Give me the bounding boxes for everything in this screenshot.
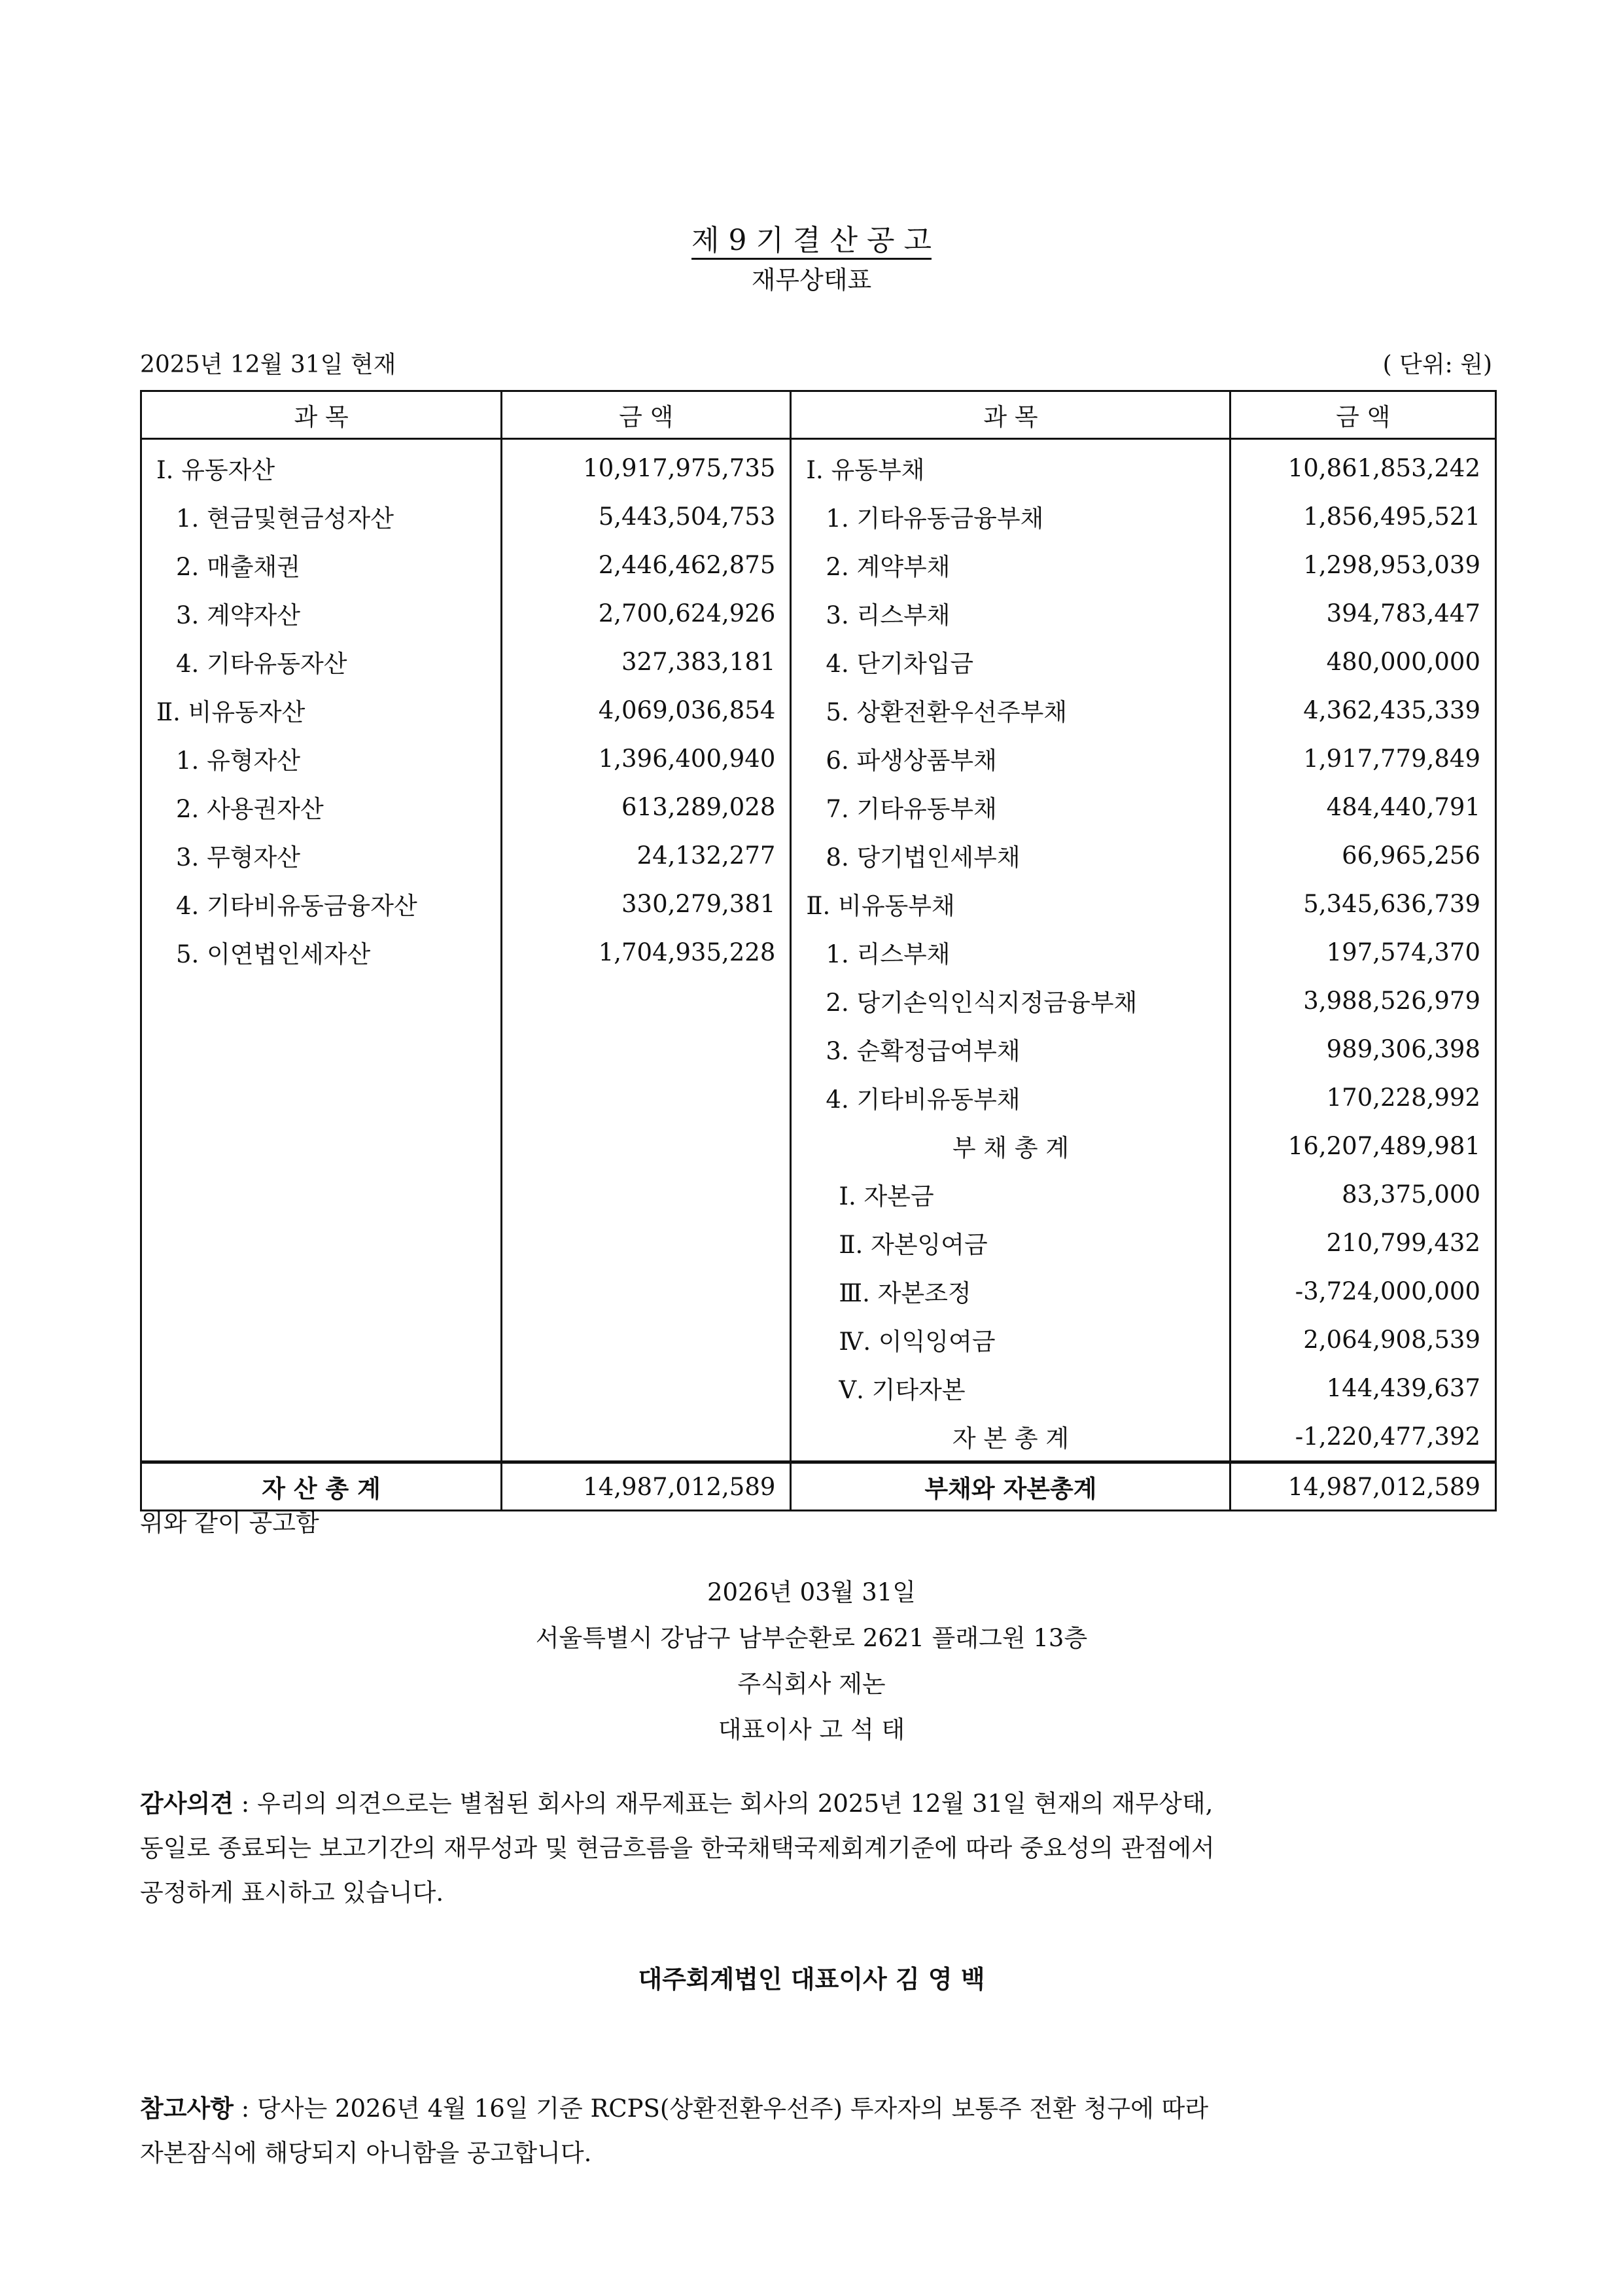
table-row	[141, 439, 1496, 493]
liability-item: 7. 기타유동부채	[791, 783, 1230, 831]
audit-line: 동일로 종료되는 보고기간의 재무성과 및 현금흐름을 한국채택국제회계기준에 따라 중요성의 관점에서	[140, 1834, 1215, 1862]
asset-amount: 4,069,036,854	[502, 686, 791, 734]
table-row	[141, 1170, 1496, 1218]
audit-opinion	[140, 1781, 1501, 1915]
equity-subtotal-label: 자 본 총 계	[791, 1412, 1230, 1462]
liability-amount: 480,000,000	[1230, 637, 1496, 686]
asset-item	[141, 976, 502, 1025]
auditor-signature: 대주회계법인 대표이사 김 영 백	[638, 1964, 985, 1994]
header-liability-amount: 금 액	[1230, 391, 1496, 439]
equity-item: Ⅲ. 자본조정	[791, 1267, 1230, 1315]
equity-amount: 144,439,637	[1230, 1364, 1496, 1412]
balance-sheet-table	[140, 390, 1497, 1511]
note-line: 자본잠식에 해당되지 아니함을 공고합니다.	[140, 2139, 592, 2167]
asset-item: 4. 기타유동자산	[141, 637, 502, 686]
liability-item: 5. 상환전환우선주부채	[791, 686, 1230, 734]
equity-item: Ⅰ. 자본금	[791, 1170, 1230, 1218]
equity-amount: -3,724,000,000	[1230, 1267, 1496, 1315]
liability-subtotal-amount: 16,207,489,981	[1230, 1122, 1496, 1170]
asset-item: 2. 매출채권	[141, 540, 502, 589]
table-row	[141, 1412, 1496, 1462]
note-label: 참고사항	[140, 2094, 234, 2123]
liability-amount: 394,783,447	[1230, 589, 1496, 637]
table-row	[141, 1267, 1496, 1315]
liability-item: 3. 순확정급여부채	[791, 1025, 1230, 1073]
table-row	[141, 686, 1496, 734]
asset-amount: 330,279,381	[502, 879, 791, 928]
asset-amount	[502, 1025, 791, 1073]
asset-amount: 2,446,462,875	[502, 540, 791, 589]
header-liability-item: 과 목	[791, 391, 1230, 439]
document-subtitle: 재무상태표	[751, 266, 872, 294]
table-row	[141, 1025, 1496, 1073]
reference-note	[140, 2086, 1501, 2176]
asset-item	[141, 1122, 502, 1170]
header-asset-amount: 금 액	[502, 391, 791, 439]
asset-amount	[502, 1412, 791, 1462]
audit-line: 공정하게 표시하고 있습니다.	[140, 1879, 444, 1907]
asset-item: Ⅰ. 유동자산	[141, 439, 502, 493]
liability-amount: 989,306,398	[1230, 1025, 1496, 1073]
asset-item: 3. 무형자산	[141, 831, 502, 879]
liability-item: 3. 리스부채	[791, 589, 1230, 637]
ceo-name: 대표이사 고 석 태	[718, 1716, 905, 1744]
asset-amount: 327,383,181	[502, 637, 791, 686]
table-row	[141, 637, 1496, 686]
liability-amount: 66,965,256	[1230, 831, 1496, 879]
liability-amount: 10,861,853,242	[1230, 439, 1496, 493]
asset-item: 1. 유형자산	[141, 734, 502, 783]
announce-text: 위와 같이 공고함	[140, 1509, 319, 1537]
equity-amount: 210,799,432	[1230, 1218, 1496, 1267]
asset-item: 3. 계약자산	[141, 589, 502, 637]
asset-amount	[502, 1267, 791, 1315]
asset-item	[141, 1364, 502, 1412]
unit-label: ( 단위: 원)	[1382, 351, 1492, 378]
asset-item: 4. 기타비유동금융자산	[141, 879, 502, 928]
table-row	[141, 879, 1496, 928]
equity-item: Ⅳ. 이익잉여금	[791, 1315, 1230, 1364]
asset-item: 5. 이연법인세자산	[141, 928, 502, 976]
liability-amount: 1,856,495,521	[1230, 492, 1496, 540]
asset-amount: 24,132,277	[502, 831, 791, 879]
total-liabilities-equity-label: 부채와 자본총계	[791, 1462, 1230, 1511]
table-row	[141, 734, 1496, 783]
liability-item: 2. 당기손익인식지정금융부채	[791, 976, 1230, 1025]
asset-item	[141, 1025, 502, 1073]
table-total-row	[141, 1462, 1496, 1511]
statement-date: 2025년 12월 31일 현재	[140, 351, 396, 378]
table-row	[141, 492, 1496, 540]
asset-amount: 10,917,975,735	[502, 439, 791, 493]
liability-item: 8. 당기법인세부채	[791, 831, 1230, 879]
announce-date: 2026년 03월 31일	[707, 1578, 916, 1606]
asset-item	[141, 1267, 502, 1315]
liability-amount: 484,440,791	[1230, 783, 1496, 831]
liability-amount: 5,345,636,739	[1230, 879, 1496, 928]
document-title: 제 9 기 결 산 공 고	[691, 224, 932, 257]
equity-subtotal-amount: -1,220,477,392	[1230, 1412, 1496, 1462]
asset-amount	[502, 976, 791, 1025]
liability-item: 6. 파생상품부채	[791, 734, 1230, 783]
table-header-row	[141, 391, 1496, 439]
note-line: 참고사항 : 당사는 2026년 4월 16일 기준 RCPS(상환전환우선주) 투자자의 보통주 전환 청구에 따라	[140, 2094, 1209, 2123]
asset-amount	[502, 1364, 791, 1412]
company-name: 주식회사 제논	[737, 1670, 886, 1698]
asset-amount	[502, 1122, 791, 1170]
liability-amount: 1,298,953,039	[1230, 540, 1496, 589]
asset-amount: 1,704,935,228	[502, 928, 791, 976]
table-row	[141, 976, 1496, 1025]
audit-label: 감사의견	[140, 1789, 234, 1818]
equity-item: Ⅴ. 기타자본	[791, 1364, 1230, 1412]
liability-item: Ⅰ. 유동부채	[791, 439, 1230, 493]
table-row	[141, 1073, 1496, 1122]
liability-item: Ⅱ. 비유동부채	[791, 879, 1230, 928]
equity-amount: 83,375,000	[1230, 1170, 1496, 1218]
asset-amount: 5,443,504,753	[502, 492, 791, 540]
table-row	[141, 1218, 1496, 1267]
header-asset-item: 과 목	[141, 391, 502, 439]
total-assets-amount: 14,987,012,589	[502, 1462, 791, 1511]
asset-amount	[502, 1218, 791, 1267]
liability-item: 1. 기타유동금융부채	[791, 492, 1230, 540]
table-row	[141, 1315, 1496, 1364]
liability-amount: 170,228,992	[1230, 1073, 1496, 1122]
table-row	[141, 540, 1496, 589]
asset-item	[141, 1170, 502, 1218]
table-row	[141, 1122, 1496, 1170]
liability-amount: 3,988,526,979	[1230, 976, 1496, 1025]
asset-amount: 1,396,400,940	[502, 734, 791, 783]
liability-item: 1. 리스부채	[791, 928, 1230, 976]
asset-item	[141, 1073, 502, 1122]
liability-item: 4. 단기차입금	[791, 637, 1230, 686]
liability-amount: 1,917,779,849	[1230, 734, 1496, 783]
table-row	[141, 783, 1496, 831]
asset-item	[141, 1218, 502, 1267]
company-address: 서울특별시 강남구 남부순환로 2621 플래그원 13층	[535, 1624, 1088, 1652]
total-assets-label: 자 산 총 계	[141, 1462, 502, 1511]
table-row	[141, 1364, 1496, 1412]
liability-item: 4. 기타비유동부채	[791, 1073, 1230, 1122]
liability-amount: 4,362,435,339	[1230, 686, 1496, 734]
total-liabilities-equity-amount: 14,987,012,589	[1230, 1462, 1496, 1511]
asset-item	[141, 1315, 502, 1364]
table-row	[141, 589, 1496, 637]
asset-amount	[502, 1315, 791, 1364]
equity-item: Ⅱ. 자본잉여금	[791, 1218, 1230, 1267]
asset-item	[141, 1412, 502, 1462]
liability-item: 2. 계약부채	[791, 540, 1230, 589]
liability-amount: 197,574,370	[1230, 928, 1496, 976]
asset-amount	[502, 1073, 791, 1122]
liability-subtotal-label: 부 채 총 계	[791, 1122, 1230, 1170]
asset-amount	[502, 1170, 791, 1218]
asset-item: 2. 사용권자산	[141, 783, 502, 831]
equity-amount: 2,064,908,539	[1230, 1315, 1496, 1364]
asset-amount: 613,289,028	[502, 783, 791, 831]
asset-item: 1. 현금및현금성자산	[141, 492, 502, 540]
asset-amount: 2,700,624,926	[502, 589, 791, 637]
table-row	[141, 928, 1496, 976]
asset-item: Ⅱ. 비유동자산	[141, 686, 502, 734]
audit-line: 감사의견 : 우리의 의견으로는 별첨된 회사의 재무제표는 회사의 2025년 12월 31일 현재의 재무상태,	[140, 1789, 1213, 1818]
table-row	[141, 831, 1496, 879]
